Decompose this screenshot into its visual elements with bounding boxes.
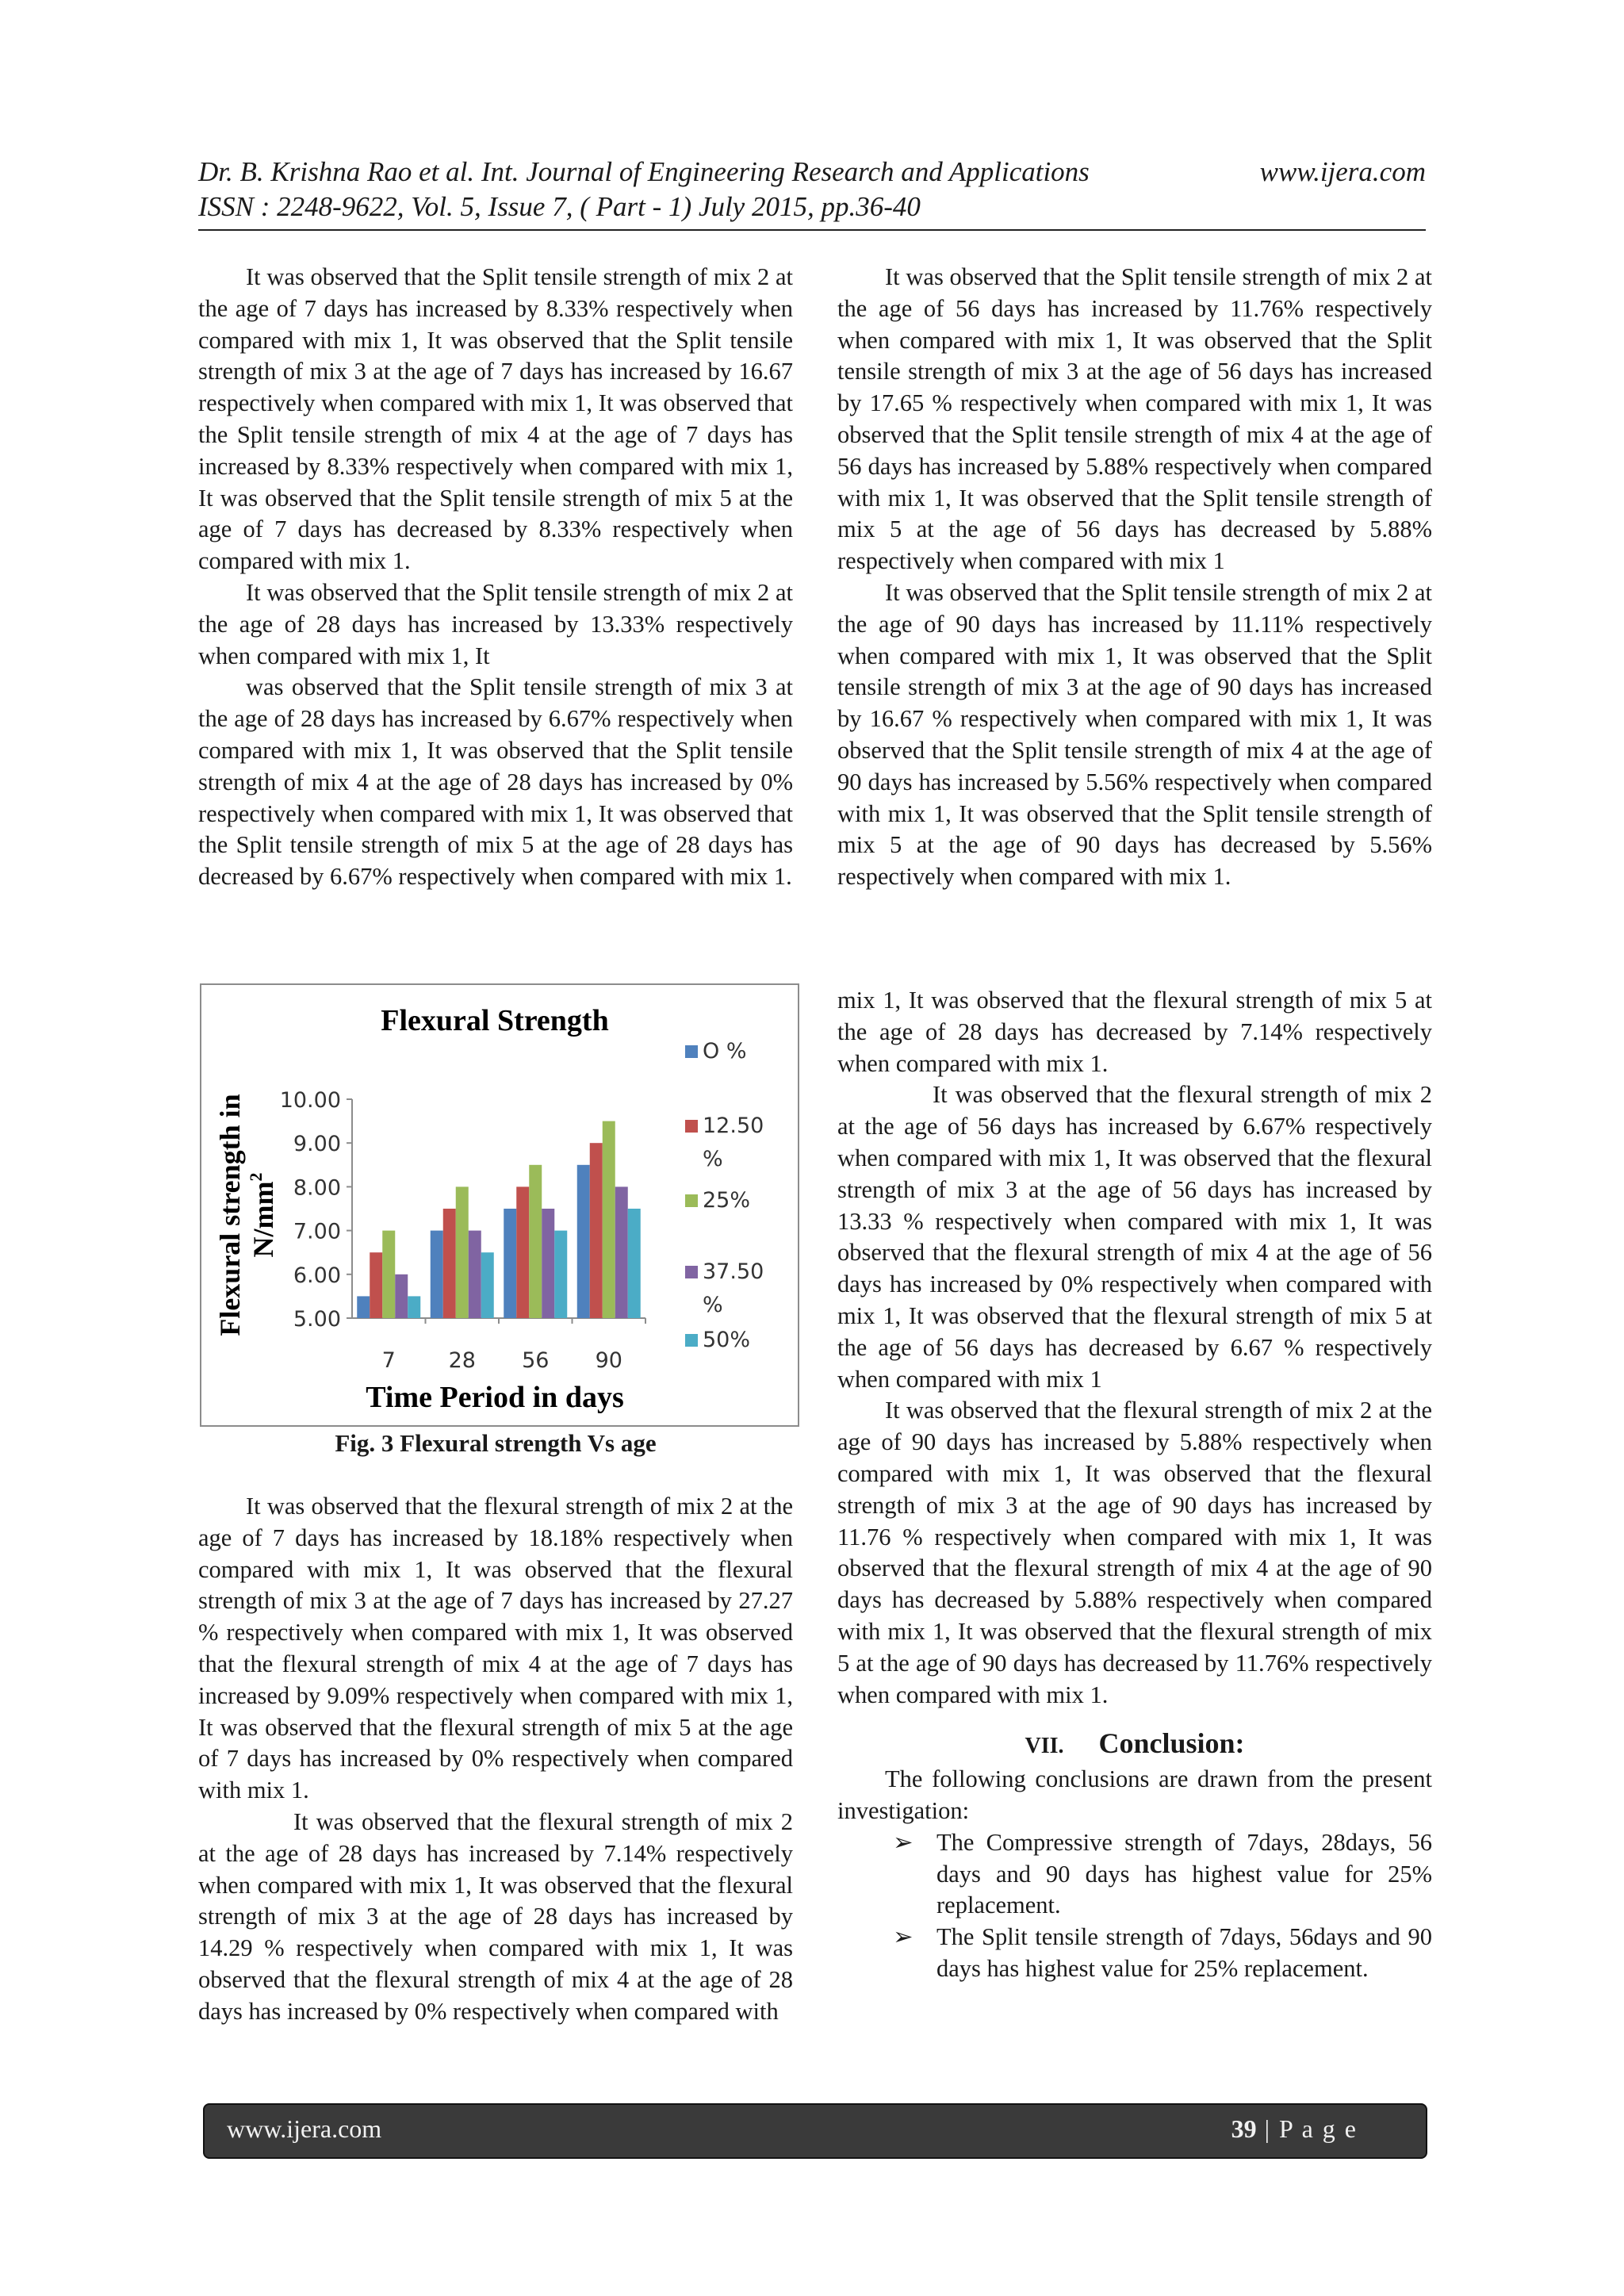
x-axis-ticks — [382, 1318, 645, 1373]
right-paragraph-4: It was observed that the flexural strength of mix 2 at the age of 56 days has increased by 6.67% respectively when compared with mix 1, It was observed that the flexural strength of mix 3 at the age of 56 days has increased by 13.33 % respectively when compared with mix 1, It was observed that the flexural strength of mix 4 at the age of 56 days has increased by 0% respectively when compared with mix 1, It was observed that the flexural strength of mix 5 at the age of 56 days has decreased by 6.67 % respectively when compared with mix 1 — [837, 1081, 1432, 1393]
arrow-bullet-icon: ➢ — [893, 1828, 914, 1856]
chart-svg — [201, 985, 798, 1425]
bar — [628, 1209, 641, 1318]
page-label: | P a g e — [1256, 2114, 1358, 2143]
left-paragraph-1: It was observed that the Split tensile strength of mix 2 at the age of 7 days has increased by 8.33% respectively when compared with mix 1, It was observed that the Split tensile strength of mix 3 at the age of 7 days has increased by 16.67 respectively when compared with mix 1, It was observed that the Split tensile strength of mix 4 at the age of 7 days has increased by 8.33% respectively when compared with mix 1, It was observed that the Split tensile strength of mix 5 at the age of 7 days has decreased by 8.33% respectively when compared with mix 1. — [198, 263, 793, 575]
chart-title: Flexural Strength — [381, 1004, 609, 1037]
section-title: Conclusion: — [1098, 1727, 1245, 1760]
y-axis-title-line-1: Flexural strength in — [214, 1094, 246, 1336]
bar — [370, 1252, 382, 1318]
left-column-bottom — [198, 1491, 793, 2028]
conclusion-item-text: The Compressive strength of 7days, 28days, 56 days and 90 days has highest value for 25% replacement. — [936, 1828, 1432, 1919]
conclusion-intro: The following conclusions are drawn from the present investigation: — [837, 1765, 1432, 1824]
conclusion-item — [893, 1922, 1432, 1985]
bar — [554, 1231, 567, 1318]
arrow-bullet-icon: ➢ — [893, 1923, 914, 1951]
chart-legend — [685, 1039, 764, 1352]
left-paragraph-4: It was observed that the flexural strength of mix 2 at the age of 7 days has increased by 18.18% respectively when compared with mix 1, It was observed that the flexural strength of mix 3 at the age of 7 days has increased by 27.27 % respectively when compared with mix 1, It was observed that the flexural strength of mix 4 at the age of 7 days has increased by 9.09% respectively when compared with mix 1, It was observed that the flexural strength of mix 5 at the age of 7 days has increased by 0% respectively when compared with mix 1. — [198, 1493, 793, 1804]
legend-label: 50% — [703, 1328, 751, 1352]
y-axis-title-unit: N/mm — [247, 1181, 279, 1258]
bar — [408, 1296, 420, 1318]
bar — [504, 1209, 516, 1318]
legend-swatch — [685, 1194, 698, 1207]
page-header — [198, 155, 1426, 231]
bar — [529, 1165, 542, 1318]
bar-marks — [357, 1121, 641, 1318]
journal-title: Dr. B. Krishna Rao et al. Int. Journal of Engineering Research and Applications — [198, 156, 1090, 187]
bar — [431, 1231, 443, 1318]
journal-website: www.ijera.com — [1259, 156, 1426, 187]
legend-swatch — [685, 1266, 698, 1278]
legend-label: % — [703, 1293, 723, 1317]
right-paragraph-2: It was observed that the Split tensile strength of mix 2 at the age of 90 days has increased by 11.11% respectively when compared with mix 1, It was observed that the Split tensile strength of mix 3 at the age of 90 days has increased by 16.67 % respectively when compared with mix 1, It was observed that the Split tensile strength of mix 4 at the age of 90 days has increased by 5.56% respectively when compared with mix 1, It was observed that the Split tensile strength of mix 5 at the age of 90 days has decreased by 5.56% respectively when compared with mix 1. — [837, 578, 1432, 891]
right-column-bottom — [837, 985, 1432, 1985]
bar — [603, 1121, 615, 1318]
bar — [516, 1186, 529, 1318]
page-footer — [203, 2103, 1427, 2159]
left-paragraph-5: It was observed that the flexural strength of mix 2 at the age of 28 days has increased by 7.14% respectively when compared with mix 1, It was observed that the flexural strength of mix 3 at the age of 28 days has increased by 14.29 % respectively when compared with mix 1, It was observed that the flexural strength of mix 4 at the age of 28 days has increased by 0% respectively when compared with — [198, 1807, 793, 2025]
bar — [395, 1274, 408, 1318]
left-paragraph-2: It was observed that the Split tensile strength of mix 2 at the age of 28 days has increased by 13.33% respectively when compared with mix 1, It — [198, 578, 793, 669]
y-tick-label: 8.00 — [293, 1175, 341, 1201]
bar — [481, 1252, 494, 1318]
right-paragraph-1: It was observed that the Split tensile strength of mix 2 at the age of 56 days has increased by 11.76% respectively when compared with mix 1, It was observed that the Split tensile strength of mix 3 at the age of 56 days has increased by 17.65 % respectively when compared with mix 1, It was observed that the Split tensile strength of mix 4 at the age of 56 days has increased by 5.88% respectively when compared with mix 1, It was observed that the Split tensile strength of mix 5 at the age of 56 days has decreased by 5.88% respectively when compared with mix 1 — [837, 263, 1432, 575]
left-paragraph-3: was observed that the Split tensile strength of mix 3 at the age of 28 days has increased by 6.67% respectively when compared with mix 1, It was observed that the Split tensile strength of mix 4 at the age of 28 days has increased by 0% respectively when compared with mix 1, It was observed that the Split tensile strength of mix 5 at the age of 28 days has decreased by 6.67% respectively when compared with mix 1. — [198, 673, 793, 891]
y-tick-label: 6.00 — [293, 1263, 341, 1288]
header-line-1 — [198, 155, 1426, 190]
bar — [590, 1143, 603, 1318]
bar — [456, 1186, 469, 1318]
conclusion-item — [893, 1827, 1432, 1922]
legend-label: O % — [703, 1039, 747, 1064]
x-tick-label: 28 — [448, 1348, 476, 1373]
x-tick-label: 90 — [595, 1348, 622, 1373]
x-axis-title: Time Period in days — [366, 1381, 624, 1414]
issn-line: ISSN : 2248-9622, Vol. 5, Issue 7, ( Part - 1) July 2015, pp.36-40 — [198, 191, 921, 222]
section-number: VII. — [1025, 1734, 1064, 1759]
bar — [469, 1231, 481, 1318]
right-column-top — [837, 262, 1432, 893]
legend-swatch — [685, 1334, 698, 1347]
figure-caption: Fig. 3 Flexural strength Vs age — [335, 1429, 657, 1457]
right-paragraph-5: It was observed that the flexural strength of mix 2 at the age of 90 days has increased by 5.88% respectively when compared with mix 1, It was observed that the flexural strength of mix 3 at the age of 90 days has increased by 11.76 % respectively when compared with mix 1, It was observed that the flexural strength of mix 4 at the age of 90 days has decreased by 5.88% respectively when compared with mix 1, It was observed that the flexural strength of mix 5 at the age of 90 days has decreased by 11.76% respectively when compared with mix 1. — [837, 1397, 1432, 1708]
bar — [615, 1186, 628, 1318]
page-number: 39 — [1231, 2114, 1257, 2143]
conclusion-heading — [837, 1728, 1432, 1762]
legend-label: 25% — [703, 1188, 751, 1213]
conclusion-item-text: The Split tensile strength of 7days, 56days and 90 days has highest value for 25% replacement. — [936, 1923, 1432, 1982]
bar — [443, 1209, 456, 1318]
footer-website: www.ijera.com — [227, 2114, 382, 2143]
flexural-strength-chart — [200, 983, 799, 1427]
y-axis-title — [214, 1094, 279, 1336]
legend-label: % — [703, 1147, 723, 1171]
bar — [357, 1296, 370, 1318]
y-tick-label: 7.00 — [293, 1219, 341, 1244]
legend-swatch — [685, 1120, 698, 1133]
y-axis-ticks — [280, 1088, 352, 1332]
conclusion-list — [837, 1827, 1432, 1985]
legend-swatch — [685, 1045, 698, 1058]
left-column-top — [198, 262, 793, 893]
y-axis-title-line-2 — [246, 1173, 279, 1258]
y-tick-label: 9.00 — [293, 1132, 341, 1157]
bar — [577, 1165, 590, 1318]
x-tick-label: 56 — [522, 1348, 550, 1373]
x-tick-label: 7 — [381, 1348, 396, 1373]
y-axis-title-superscript: 2 — [246, 1172, 266, 1182]
bar — [382, 1231, 395, 1318]
footer-page-indicator — [1231, 2114, 1358, 2144]
bar — [542, 1209, 554, 1318]
legend-label: 37.50 — [703, 1259, 764, 1284]
y-tick-label: 10.00 — [279, 1088, 341, 1113]
y-tick-label: 5.00 — [293, 1307, 341, 1332]
right-paragraph-3: mix 1, It was observed that the flexural strength of mix 5 at the age of 28 days has decreased by 7.14% respectively when compared with mix 1. — [837, 987, 1432, 1077]
legend-label: 12.50 — [703, 1114, 764, 1138]
